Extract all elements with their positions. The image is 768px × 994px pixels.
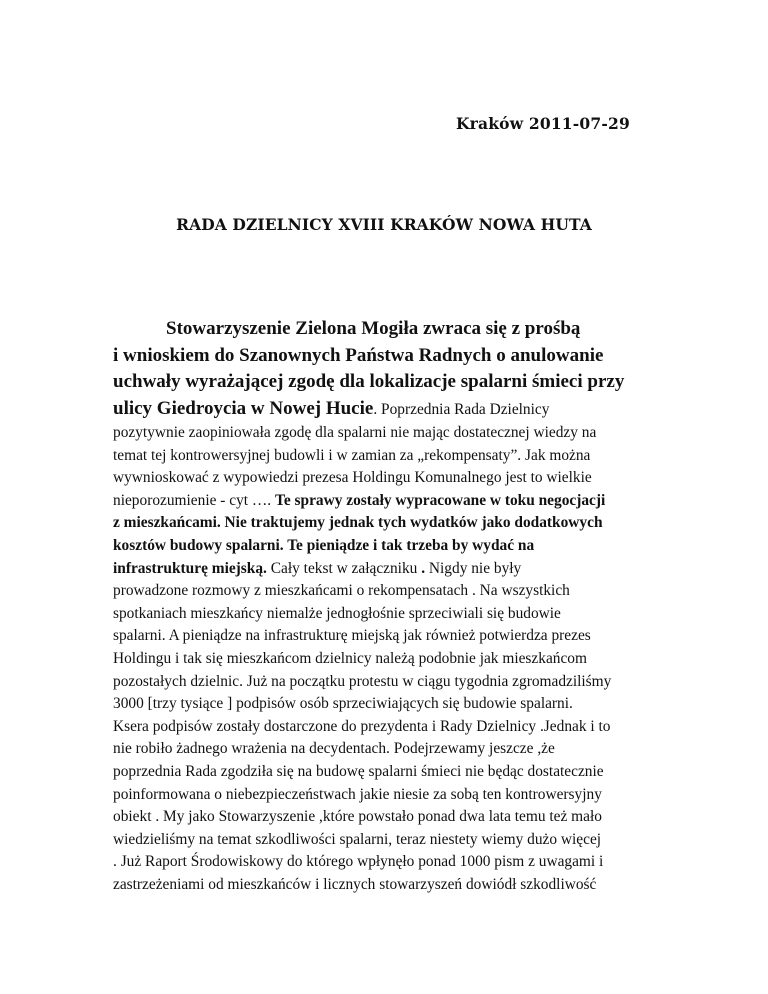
intro-line: i wnioskiem do Szanownych Państwa Radnych o anulowanie bbox=[113, 344, 604, 366]
body-line bbox=[113, 558, 673, 581]
intro-line-last bbox=[113, 396, 673, 424]
body-line: pozytywnie zaopiniowała zgodę dla spalarni nie mając dostatecznej wiedzy na bbox=[113, 424, 597, 441]
body-line: nie robiło żadnego wrażenia na decydentach. Podejrzewamy jeszcze ,że bbox=[113, 740, 555, 758]
body-bold-run: Te sprawy zostały wypracowane w toku negocjacji bbox=[274, 491, 606, 509]
intro-line: uchwały wyrażającej zgodę dla lokalizacje spalarni śmieci przy bbox=[113, 371, 625, 392]
body-line: prowadzone rozmowy z mieszkańcami o rekompensatach . Na wszystkich bbox=[113, 582, 570, 600]
body-line: spotkaniach mieszkańcy niemalże jednogłośnie sprzeciwiali się budowie bbox=[113, 604, 561, 622]
body-bold-run: infrastrukturę miejską. bbox=[113, 559, 267, 577]
body-line: Ksera podpisów zostały dostarczone do prezydenta i Rady Dzielnicy .Jednak i to bbox=[113, 717, 611, 735]
body-line bbox=[113, 490, 673, 513]
intro-tail: . Poprzednia Rada Dzielnicy bbox=[373, 400, 550, 418]
body-line: wiedzieliśmy na temat szkodliwości spalarni, teraz niestety wiemy dużo więcej bbox=[113, 830, 602, 848]
intro-line: Stowarzyszenie Zielona Mogiła zwraca się z prośbą bbox=[166, 318, 581, 339]
intro-paragraph bbox=[113, 316, 673, 423]
body-line: obiekt . My jako Stowarzyszenie ,które powstało ponad dwa lata temu też mało bbox=[113, 808, 602, 826]
body-line: . Już Raport Środowiskowy do którego wpłynęło ponad 1000 pism z uwagami i bbox=[113, 853, 604, 871]
document-heading: RADA DZIELNICY XVIII KRAKÓW NOWA HUTA bbox=[176, 215, 592, 234]
body-line: temat tej kontrowersyjnej budowli i w zamian za „rekompensaty”. Jak można bbox=[113, 446, 591, 464]
body-line: zastrzeżeniami od mieszkańców i licznych stowarzyszeń dowiódł szkodliwość bbox=[113, 875, 597, 893]
body-bold-run: . bbox=[421, 559, 426, 577]
body-line: 3000 [trzy tysiące ] podpisów osób sprzeciwiających się budowie spalarni. bbox=[113, 695, 573, 713]
body-line: poinformowana o niebezpieczeństwach jakie niesie za sobą ten kontrowersyjny bbox=[113, 785, 602, 803]
document-date: Kraków 2011-07-29 bbox=[455, 114, 630, 133]
intro-line: ulicy Giedroycia w Nowej Hucie bbox=[113, 397, 374, 419]
body-line: Holdingu i tak się mieszkańcom dzielnicy należą podobnie jak mieszkańcom bbox=[113, 649, 587, 667]
body-text-run: Cały tekst w załączniku bbox=[266, 559, 422, 577]
body-line: pozostałych dzielnic. Już na początku protestu w ciągu tygodnia zgromadziliśmy bbox=[113, 672, 612, 690]
body-line: spalarni. A pieniądze na infrastrukturę miejską jak również potwierdza prezes bbox=[113, 627, 591, 645]
body-line: z mieszkańcami. Nie traktujemy jednak tych wydatków jako dodatkowych bbox=[113, 514, 603, 532]
body-line: kosztów budowy spalarni. Te pieniądze i tak trzeba by wydać na bbox=[113, 536, 535, 554]
body-text-run: Nigdy nie były bbox=[425, 559, 522, 577]
body-text-run: nieporozumienie - cyt …. bbox=[113, 491, 275, 509]
body-paragraph bbox=[113, 422, 673, 896]
body-line: wywnioskować z wypowiedzi prezesa Holdingu Komunalnego jest to wielkie bbox=[113, 469, 592, 487]
body-line: poprzednia Rada zgodziła się na budowę spalarni śmieci nie będąc dostatecznie bbox=[113, 762, 604, 780]
